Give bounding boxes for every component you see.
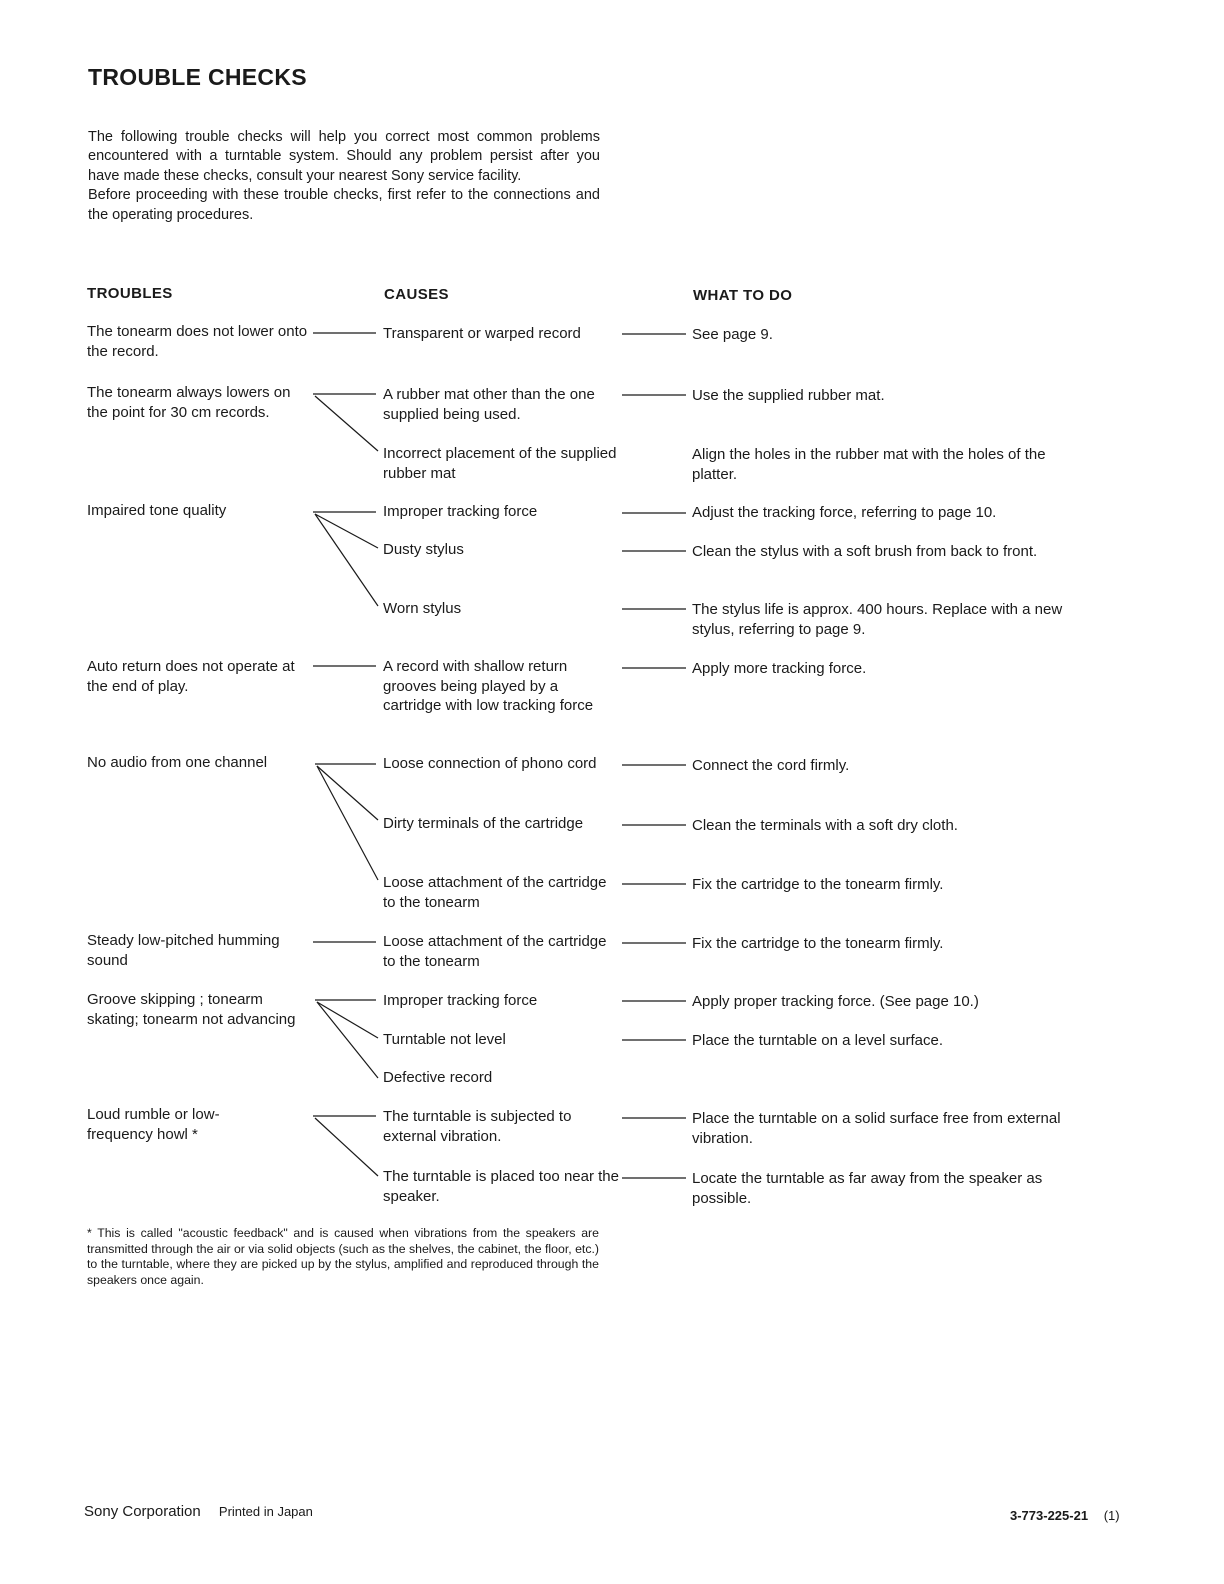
remedy-item: Adjust the tracking force, referring to page 10. — [692, 504, 997, 521]
cause-item: Dirty terminals of the cartridge — [383, 815, 584, 832]
cause-item: The turntable is placed too near the speaker. — [383, 1168, 619, 1205]
header-causes: CAUSES — [384, 286, 449, 303]
remedy-item: Apply more tracking force. — [692, 660, 867, 677]
cause-item: Loose connection of phono cord — [383, 755, 597, 772]
company-name: Sony Corporation — [84, 1503, 201, 1520]
trouble-item: The tonearm always lowers on the point for 30 cm records. — [87, 384, 291, 421]
trouble-item: Groove skipping ; tonearm skating; tonearm not advancing — [87, 991, 296, 1028]
footer-part-number — [1010, 1508, 1120, 1523]
connector-line — [315, 396, 378, 451]
connector-line — [315, 1118, 378, 1176]
remedy-item: Place the turntable on a solid surface free from external vibration. — [692, 1110, 1061, 1147]
cause-item: Improper tracking force — [383, 992, 538, 1009]
trouble-item: Impaired tone quality — [87, 502, 227, 519]
cause-item: Loose attachment of the cartridge to the tonearm — [383, 874, 607, 911]
header-what-to-do: WHAT TO DO — [693, 287, 793, 304]
connector-line — [315, 514, 378, 548]
cause-item: A record with shallow return grooves being played by a cartridge with low tracking force — [383, 658, 594, 714]
footnote: * This is called "acoustic feedback" and is caused when vibrations from the speakers are transmitted through the air or via solid objects (such as the shelves, the cabinet, the floor, etc.) to the turntable, where they are picked up by the stylus, amplified and reproduced through the speakers once again. — [87, 1226, 599, 1287]
remedy-item: Fix the cartridge to the tonearm firmly. — [692, 876, 944, 893]
part-number: 3-773-225-21 — [1010, 1508, 1089, 1523]
remedy-item: Align the holes in the rubber mat with the holes of the platter. — [692, 446, 1046, 483]
connector-line — [317, 1002, 378, 1038]
trouble-item: Auto return does not operate at the end of play. — [87, 658, 295, 695]
cause-item: Incorrect placement of the supplied rubber mat — [383, 445, 617, 482]
remedy-item: Clean the stylus with a soft brush from back to front. — [692, 543, 1038, 560]
remedy-item: Apply proper tracking force. (See page 10.) — [692, 993, 979, 1010]
printed-in: Printed in Japan — [218, 1504, 313, 1519]
intro-paragraph-1: The following trouble checks will help you correct most common problems encountered with a turntable system. Should any problem persist after you have made these checks, consult your nearest Sony service facility. — [88, 129, 600, 184]
revision: (1) — [1103, 1508, 1120, 1523]
intro-paragraph-2: Before proceeding with these trouble checks, first refer to the connections and the operating procedures. — [88, 187, 600, 223]
trouble-item: The tonearm does not lower onto the record. — [87, 323, 308, 360]
cause-item: Dusty stylus — [383, 541, 464, 558]
trouble-item: Loud rumble or low-frequency howl * — [87, 1106, 220, 1143]
trouble-item: No audio from one channel — [87, 754, 268, 771]
cause-item: Transparent or warped record — [383, 325, 581, 342]
remedy-item: Fix the cartridge to the tonearm firmly. — [692, 935, 944, 952]
cause-item: The turntable is subjected to external vibration. — [383, 1108, 572, 1145]
page-title: TROUBLE CHECKS — [88, 64, 307, 90]
header-troubles: TROUBLES — [87, 285, 173, 302]
remedy-item: Locate the turntable as far away from the speaker as possible. — [692, 1170, 1043, 1207]
remedy-item: Connect the cord firmly. — [692, 757, 850, 774]
connector-line — [317, 766, 378, 880]
remedy-item: Use the supplied rubber mat. — [692, 387, 885, 404]
connector-line — [317, 1002, 378, 1078]
cause-item: A rubber mat other than the one supplied being used. — [383, 386, 595, 423]
cause-item: Turntable not level — [383, 1031, 506, 1048]
remedy-item: Place the turntable on a level surface. — [692, 1032, 943, 1049]
cause-item: Loose attachment of the cartridge to the tonearm — [383, 933, 607, 970]
remedy-item: See page 9. — [692, 326, 773, 343]
remedy-item: Clean the terminals with a soft dry cloth. — [692, 817, 958, 834]
remedy-item: The stylus life is approx. 400 hours. Replace with a new stylus, referring to page 9. — [692, 601, 1063, 638]
cause-item: Defective record — [383, 1069, 493, 1086]
connector-line — [315, 514, 378, 606]
cause-item: Improper tracking force — [383, 503, 538, 520]
trouble-item: Steady low-pitched humming sound — [87, 932, 280, 969]
connector-line — [317, 766, 378, 820]
footer-company-line — [84, 1503, 313, 1520]
cause-item: Worn stylus — [383, 600, 462, 617]
